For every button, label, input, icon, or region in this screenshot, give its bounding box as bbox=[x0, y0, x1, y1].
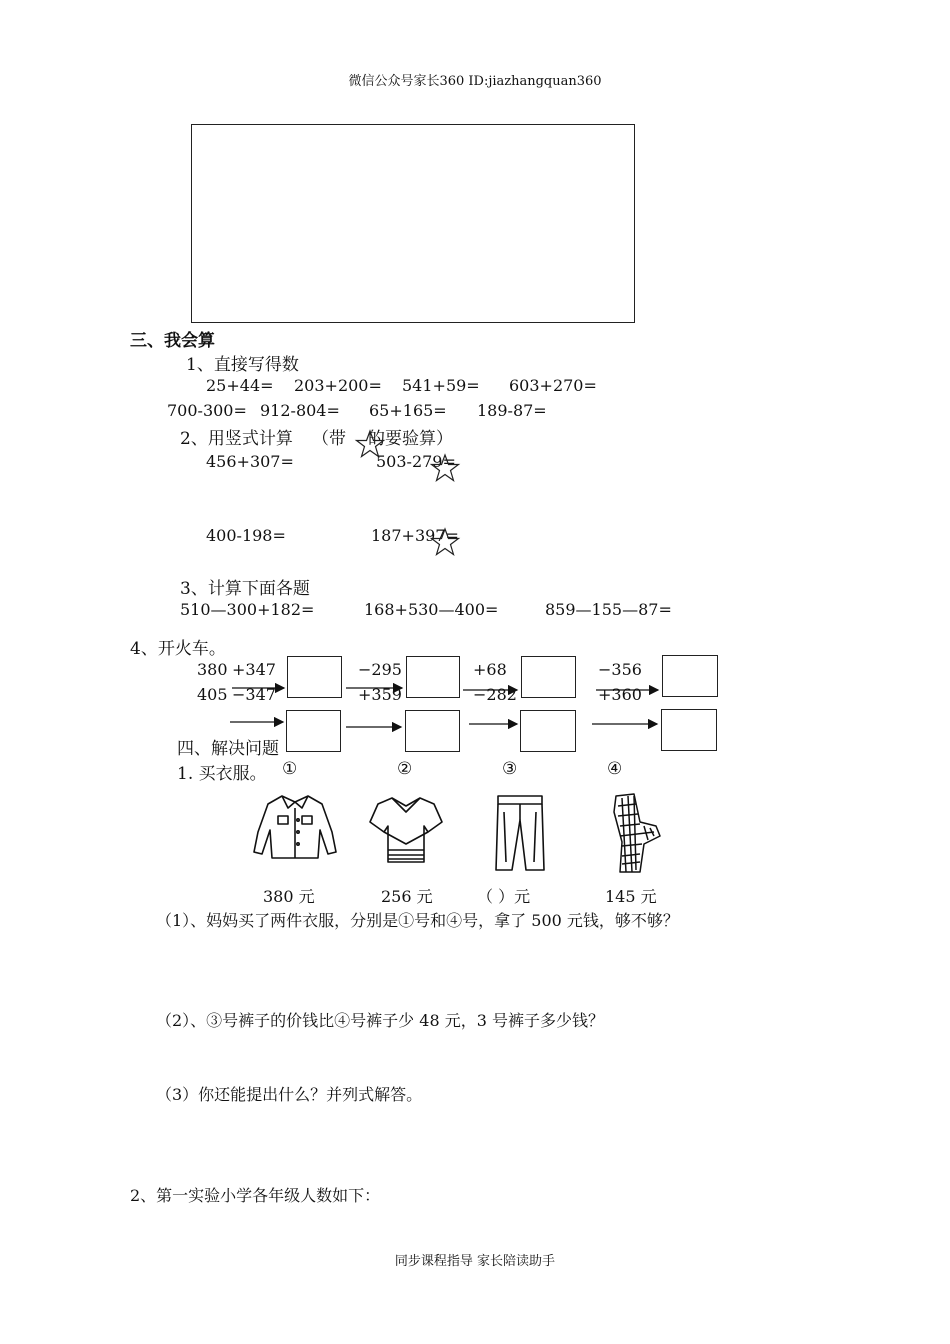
q4-label: 4、开火车。 bbox=[130, 639, 226, 659]
sub-question-3: （3）你还能提出什么？并列式解答。 bbox=[156, 1085, 423, 1104]
train-op-r2-4: +360 bbox=[598, 685, 642, 704]
q2-note-open: （带 bbox=[312, 429, 346, 449]
marker-1: ① bbox=[282, 759, 298, 779]
section3-title: 三、我会算 bbox=[130, 331, 215, 351]
jacket-icon bbox=[252, 792, 338, 864]
marker-2: ② bbox=[397, 759, 413, 779]
q2-item-2: 503-279= bbox=[376, 452, 456, 471]
marker-4: ④ bbox=[607, 759, 623, 779]
page-header: 微信公众号家长360 ID:jiazhangquan360 bbox=[348, 74, 602, 89]
price-4: 145 元 bbox=[605, 887, 657, 906]
price-3: （ ）元 bbox=[477, 887, 531, 906]
sub-question-1: （1）、妈妈买了两件衣服，分别是①号和④号，拿了 500 元钱，够不够？ bbox=[156, 911, 679, 930]
q2-item-1: 456+307= bbox=[206, 452, 294, 471]
q2-item-4: 187+397= bbox=[371, 526, 459, 545]
q1-r1-3: 541+59= bbox=[402, 376, 480, 395]
train-op-r1-3: +68 bbox=[473, 660, 507, 679]
q3-item-2: 168+530—400= bbox=[364, 600, 499, 619]
q2-label: 2、用竖式计算 bbox=[180, 429, 293, 449]
checkered-trousers-icon bbox=[604, 792, 664, 876]
q1-r2-1: 700-300= bbox=[167, 401, 247, 420]
q3-item-3: 859—155—87= bbox=[545, 600, 672, 619]
train-op-r1-1: +347 bbox=[232, 660, 276, 679]
train-op-r2-2: +359 bbox=[358, 685, 402, 704]
q1-r1-2: 203+200= bbox=[294, 376, 382, 395]
q3-label: 3、计算下面各题 bbox=[180, 579, 310, 599]
sub-question-2: （2）、③号裤子的价钱比④号裤子少 48 元，3 号裤子多少钱？ bbox=[156, 1011, 604, 1030]
train-op-r1-2: −295 bbox=[358, 660, 402, 679]
q2-item-3: 400-198= bbox=[206, 526, 286, 545]
q1-r1-4: 603+270= bbox=[509, 376, 597, 395]
q1-r2-2: 912-804= bbox=[260, 401, 340, 420]
train-op-r2-3: −282 bbox=[473, 685, 517, 704]
price-2: 256 元 bbox=[381, 887, 433, 906]
s4q2-label: 2、第一实验小学各年级人数如下： bbox=[130, 1186, 381, 1205]
q1-r2-4: 189-87= bbox=[477, 401, 547, 420]
trousers-icon bbox=[492, 792, 550, 874]
price-1: 380 元 bbox=[263, 887, 315, 906]
q1-r1-1: 25+44= bbox=[206, 376, 274, 395]
train-row2-start: 405 bbox=[197, 685, 228, 704]
s4q1-label: 1. 买衣服。 bbox=[177, 764, 267, 784]
q2-note-close: 的要验算） bbox=[368, 429, 453, 449]
section4-title: 四、解决问题 bbox=[177, 739, 279, 759]
q1-label: 1、直接写得数 bbox=[186, 355, 299, 375]
train-op-r1-4: −356 bbox=[598, 660, 642, 679]
train-op-r2-1: −347 bbox=[232, 685, 276, 704]
q1-r2-3: 65+165= bbox=[369, 401, 447, 420]
marker-3: ③ bbox=[502, 759, 518, 779]
page-footer: 同步课程指导 家长陪读助手 bbox=[394, 1254, 556, 1269]
sweater-icon bbox=[366, 792, 446, 866]
train-row1-start: 380 bbox=[197, 660, 228, 679]
q3-item-1: 510—300+182= bbox=[180, 600, 315, 619]
